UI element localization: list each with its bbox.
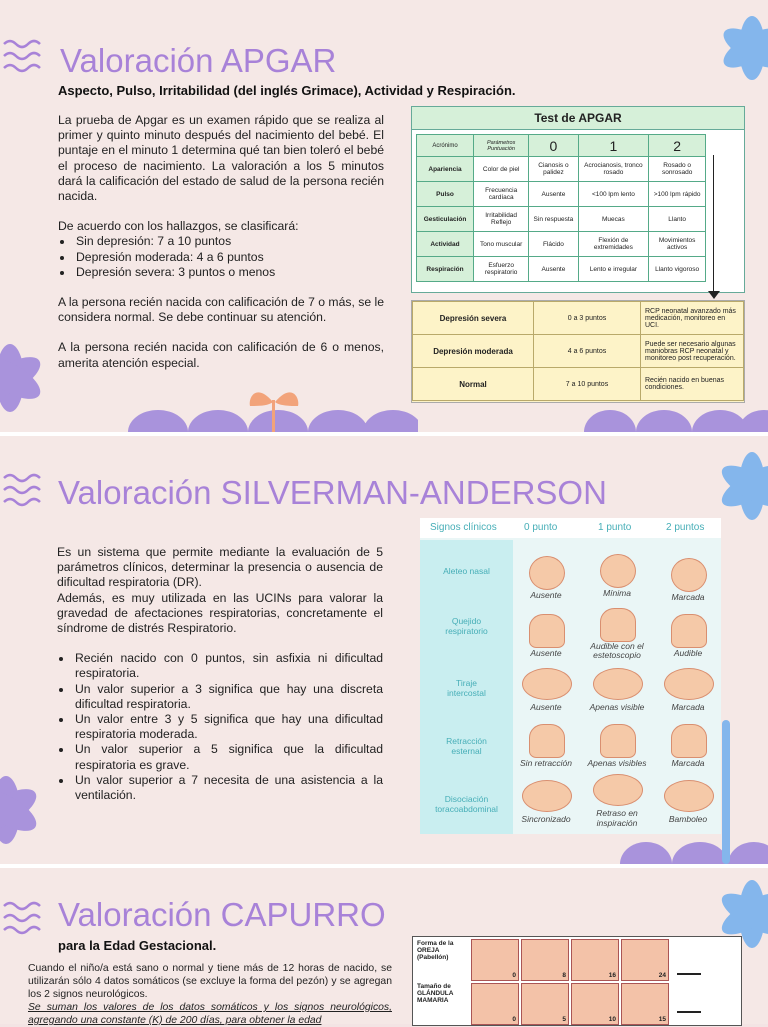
table-cell: Puede ser necesario algunas maniobras RCP neonatal y monitoreo post recuperación. (641, 335, 744, 368)
baby-illustration (515, 550, 577, 606)
score-value: 24 (658, 972, 666, 979)
table-row (417, 257, 706, 282)
table-cell: Llanto (649, 207, 706, 232)
column-header: 0 punto (524, 522, 558, 533)
baby-illustration (586, 548, 648, 604)
blank-line (677, 973, 701, 975)
table-cell: Tono muscular (474, 232, 529, 257)
apgar-score-header: 0 (529, 135, 578, 157)
apgar-table (411, 106, 745, 293)
score-value: 0 (512, 1016, 516, 1023)
sprout-icon (246, 378, 302, 432)
row-label: Depresión severa (413, 302, 534, 335)
row-label: Aleteo nasal (443, 566, 490, 576)
score-value: 10 (608, 1016, 616, 1023)
cell-caption: Marcada (671, 592, 705, 602)
table-cell: <100 lpm lento (578, 182, 649, 207)
row-label: Apariencia (417, 157, 474, 182)
table-cell: Flexión de extremidades (578, 232, 649, 257)
cell-caption: Audible (673, 648, 703, 658)
wave-decoration-icon (0, 900, 48, 940)
cell-caption: Marcada (671, 758, 705, 768)
baby-illustration (657, 552, 719, 608)
silverman-paragraph: Es un sistema que permite mediante la evaluación de 5 parámetros clínicos, determinar la presencia o ausencia de dificultad respiratoria (DR). (57, 545, 383, 590)
flower-icon (672, 0, 768, 110)
baby-illustration (515, 774, 577, 830)
column-header: Signos clínicos (430, 522, 497, 533)
cell-caption: Marcada (671, 702, 705, 712)
list-item: • Un valor superior a 5 significa que la dificultad respiratoria es grave. (73, 742, 383, 772)
list-item: • Un valor superior a 3 significa que hay una discreta dificultad respiratoria. (73, 682, 383, 712)
silverman-body (57, 545, 383, 803)
baby-side-icon (593, 774, 643, 806)
score-value: 8 (562, 972, 566, 979)
baby-torso-icon (600, 608, 636, 642)
baby-torso-icon (671, 614, 707, 648)
ear-photo (521, 939, 569, 981)
silverman-table-header (420, 518, 721, 538)
capurro-body (28, 962, 392, 1027)
table-cell: Frecuencia cardíaca (474, 182, 529, 207)
apgar-paragraph: La prueba de Apgar es un examen rápido que se realiza al primer y quinto minuto después del nacimiento del bebé. El puntaje en el minuto 1 determina qué tan bien toleró el bebé el proceso de nacimiento. La valoración a los 5 minutos dará la calificación del estado de salud de la persona recién nacida. (58, 113, 384, 204)
blank-line (677, 1011, 701, 1013)
table-row (417, 207, 706, 232)
cell-caption: Audible con el estetoscopio (590, 641, 644, 660)
apgar-score-header: 2 (649, 135, 706, 157)
baby-illustration (657, 774, 719, 830)
arrow-line (713, 155, 714, 293)
table-row (417, 182, 706, 207)
column-header: 2 puntos (666, 522, 705, 533)
apgar-table-heading: Test de APGAR (412, 107, 744, 130)
baby-torso-icon (671, 724, 707, 758)
score-value: 15 (658, 1016, 666, 1023)
table-cell: Lento e irregular (578, 257, 649, 282)
list-item: • Sin depresión: 7 a 10 puntos (74, 234, 384, 249)
row-label: Retracción esternal (446, 736, 487, 756)
apgar-classification-table (411, 300, 745, 403)
baby-face-icon (529, 556, 565, 590)
ear-photo (571, 939, 619, 981)
flower-icon (0, 750, 60, 864)
table-cell: Acrocianosis, tronco rosado (578, 157, 649, 182)
list-item: • Depresión severa: 3 puntos o menos (74, 265, 384, 280)
list-item: • Depresión moderada: 4 a 6 puntos (74, 250, 384, 265)
silverman-table (420, 518, 721, 834)
apgar-body (58, 113, 384, 386)
baby-illustration (586, 662, 648, 718)
table-cell: Cianosis o palidez (529, 157, 578, 182)
row-label: Gesticulación (417, 207, 474, 232)
table-cell: RCP neonatal avanzado más medicación, monitoreo en UCI. (641, 302, 744, 335)
table-cell: Flácido (529, 232, 578, 257)
breast-photo (521, 983, 569, 1025)
row-label: Quejido respiratorio (445, 616, 488, 636)
apgar-paragraph: A la persona recién nacida con calificación de 7 o más, se le considera normal. Se debe continuar su atención. (58, 295, 384, 325)
list-item: • Recién nacido con 0 puntos, sin asfixia ni dificultad respiratoria. (73, 651, 383, 681)
apgar-subtitle: Aspecto, Pulso, Irritabilidad (del inglés Grimace), Actividad y Respiración. (58, 83, 516, 98)
table-row (417, 232, 706, 257)
table-row (413, 368, 744, 401)
baby-illustration (657, 608, 719, 664)
cell-caption: Sin retracción (520, 758, 572, 768)
cell-caption: Apenas visibles (587, 758, 647, 768)
table-cell: Rosado o sonrosado (649, 157, 706, 182)
table-cell: 7 a 10 puntos (534, 368, 641, 401)
baby-illustration (515, 608, 577, 664)
table-cell: Movimientos activos (649, 232, 706, 257)
row-label: Depresión moderada (413, 335, 534, 368)
baby-side-icon (593, 668, 643, 700)
capurro-paragraph: Se suman los valores de los datos somáticos y los signos neurológicos, agregando una constante (K) de 200 días, para obtener la edad (28, 1002, 392, 1026)
apgar-list-intro: De acuerdo con los hallazgos, se clasificará: (58, 219, 299, 234)
breast-photo (621, 983, 669, 1025)
baby-torso-icon (529, 724, 565, 758)
score-value: 5 (562, 1016, 566, 1023)
apgar-corner-label: Puntuación (487, 145, 515, 152)
baby-torso-icon (529, 614, 565, 648)
apgar-list (58, 234, 384, 280)
arrow-down-icon (708, 291, 720, 299)
apgar-corner-label: Parámetros (486, 139, 516, 146)
apgar-corner-label: Acrónimo (432, 142, 458, 149)
table-cell: Esfuerzo respiratorio (474, 257, 529, 282)
list-item: • Un valor entre 3 y 5 significa que hay una dificultad respiratoria moderada. (73, 712, 383, 742)
baby-illustration (586, 602, 648, 658)
cell-caption: Ausente (530, 648, 562, 658)
apgar-score-header: 1 (578, 135, 649, 157)
classification-grid (412, 301, 744, 401)
silverman-paragraph: Además, es muy utilizada en las UCINs para valorar la gravedad de afectaciones respiratorias, concretamente el síndrome de distrés Respiratorio. (57, 590, 383, 636)
apgar-grid (416, 134, 706, 282)
cell-caption: Apenas visible (589, 702, 645, 712)
cell-caption: Ausente (530, 590, 562, 600)
table-cell: Sin respuesta (529, 207, 578, 232)
baby-illustration (515, 662, 577, 718)
cell-caption: Retraso en inspiración (596, 808, 638, 828)
apgar-corner-cell (417, 135, 474, 157)
cell-caption: Ausente (530, 702, 562, 712)
silverman-list (57, 651, 383, 803)
table-cell: Recién nacido en buenas condiciones. (641, 368, 744, 401)
breast-photo (471, 983, 519, 1025)
table-row (413, 302, 744, 335)
table-cell: >100 lpm rápido (649, 182, 706, 207)
capurro-paragraph: Cuando el niño/a está sano o normal y tiene más de 12 horas de nacido, se utilizarán sólo 4 datos somáticos (se excluye la forma del pezón) y se agregan los 2 signos neurológicos. (28, 963, 392, 1000)
score-value: 16 (608, 972, 616, 979)
wave-decoration-icon (0, 38, 48, 78)
baby-illustration (657, 662, 719, 718)
table-cell: 4 a 6 puntos (534, 335, 641, 368)
baby-face-icon (671, 558, 707, 592)
row-label: Tiraje intercostal (447, 678, 486, 698)
row-label: Respiración (417, 257, 474, 282)
baby-illustration (657, 718, 719, 774)
wave-decoration-icon (0, 472, 48, 512)
baby-side-icon (664, 668, 714, 700)
baby-illustration (586, 768, 648, 828)
table-cell: Ausente (529, 257, 578, 282)
breast-photo (571, 983, 619, 1025)
table-cell: Ausente (529, 182, 578, 207)
cell-caption: Mínima (603, 588, 631, 598)
silverman-title: Valoración SILVERMAN-ANDERSON (58, 474, 607, 511)
table-cell: Muecas (578, 207, 649, 232)
table-cell: 0 a 3 puntos (534, 302, 641, 335)
table-row (417, 157, 706, 182)
baby-illustration (515, 718, 577, 774)
capurro-subtitle: para la Edad Gestacional. (58, 938, 217, 953)
apgar-paragraph: A la persona recién nacida con calificación de 6 o menos, amerita atención especial. (58, 340, 384, 370)
capurro-table (412, 936, 742, 1026)
table-row (413, 335, 744, 368)
apgar-title: Valoración APGAR (60, 42, 337, 79)
capurro-title: Valoración CAPURRO (58, 896, 386, 933)
baby-side-icon (522, 780, 572, 812)
row-label: Normal (413, 368, 534, 401)
baby-face-icon (600, 554, 636, 588)
row-label: Disociación toracoabdominal (435, 794, 498, 814)
table-cell: Color de piel (474, 157, 529, 182)
column-header: 1 punto (598, 522, 632, 533)
row-label: Tamaño de GLÁNDULA MAMARIA (417, 983, 454, 1004)
baby-side-icon (664, 780, 714, 812)
baby-illustration (586, 718, 648, 774)
score-value: 0 (512, 972, 516, 979)
baby-torso-icon (600, 724, 636, 758)
table-cell: Irritabilidad Reflejo (474, 207, 529, 232)
row-label: Actividad (417, 232, 474, 257)
cell-caption: Bamboleo (668, 814, 708, 824)
row-label: Pulso (417, 182, 474, 207)
ear-photo (471, 939, 519, 981)
row-label: Forma de la OREJA (Pabellón) (417, 940, 454, 961)
cell-caption: Sincronizado (521, 814, 571, 824)
baby-side-icon (522, 668, 572, 700)
table-cell: Llanto vigoroso (649, 257, 706, 282)
ear-photo (621, 939, 669, 981)
apgar-corner-cell (474, 135, 529, 157)
list-item: • Un valor superior a 7 necesita de una asistencia a la ventilación. (73, 773, 383, 803)
